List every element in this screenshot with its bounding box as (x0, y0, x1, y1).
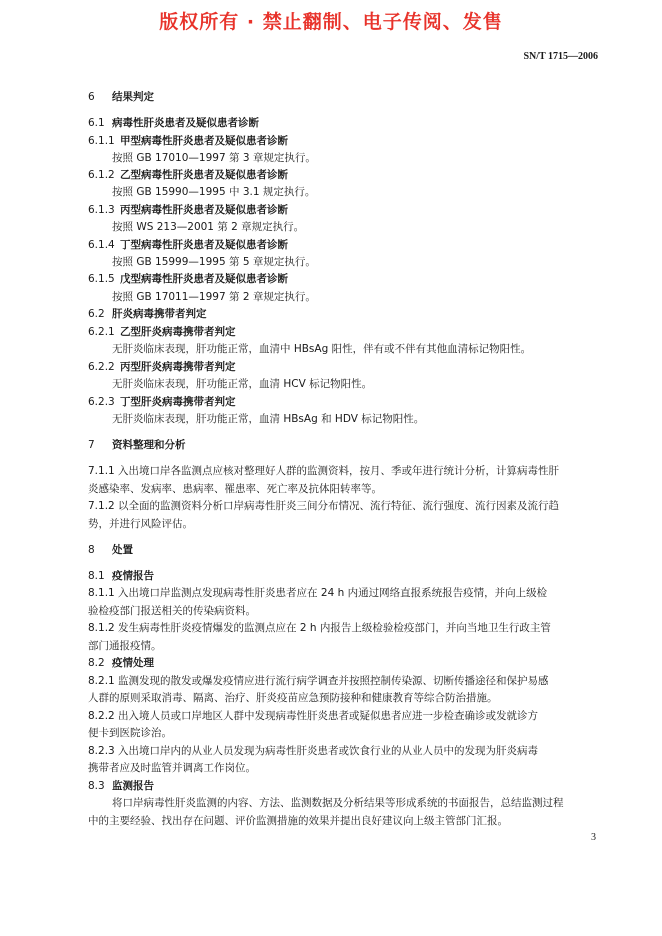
paragraph: 按照 GB 15990—1995 中 3.1 规定执行。 (112, 186, 316, 198)
section-heading: 6.1 病毒性肝炎患者及疑似患者诊断 (88, 117, 259, 129)
subsection-heading: 6.2.3 丁型肝炎病毒携带者判定 (88, 396, 236, 408)
subsection-heading: 6.1.1 甲型病毒性肝炎患者及疑似患者诊断 (88, 135, 288, 147)
paragraph: 人群的原则采取消毒、隔离、治疗、肝炎疫苗应急预防接种和健康教育等综合防治措施。 (88, 692, 498, 704)
paragraph: 8.2.3 入出境口岸内的从业人员发现为病毒性肝炎患者或饮食行业的从业人员中的发现为肝炎病毒 (88, 745, 539, 757)
paragraph: 按照 WS 213—2001 第 2 章规定执行。 (112, 221, 305, 233)
section-heading: 7 资料整理和分析 (88, 439, 186, 451)
section-heading: 6 结果判定 (88, 91, 154, 103)
paragraph: 炎感染率、发病率、患病率、罹患率、死亡率及抗体阳转率等。 (88, 483, 382, 495)
standard-code: SN/T 1715—2006 (523, 51, 598, 62)
section-heading: 8 处置 (88, 544, 133, 556)
section-heading: 8.2 疫情处理 (88, 657, 154, 669)
section-heading: 8.1 疫情报告 (88, 570, 154, 582)
copyright-banner: 版权所有 · 禁止翻制、电子传阅、发售 (159, 11, 503, 33)
paragraph: 无肝炎临床表现，肝功能正常，血清 HBsAg 和 HDV 标记物阳性。 (112, 413, 425, 425)
paragraph: 8.2.2 出入境人员或口岸地区人群中发现病毒性肝炎患者或疑似患者应进一步检查确诊或发就诊方 (88, 710, 539, 722)
subsection-heading: 6.1.3 丙型病毒性肝炎患者及疑似患者诊断 (88, 204, 288, 216)
paragraph: 7.1.1 入出境口岸各监测点应核对整理好人群的监测资料，按月、季或年进行统计分析，计算病毒性肝 (88, 465, 560, 477)
page-number: 3 (591, 832, 596, 843)
paragraph: 8.2.1 监测发现的散发或爆发疫情应进行流行病学调查并按照控制传染源、切断传播途径和保护易感 (88, 675, 549, 687)
paragraph: 按照 GB 17011—1997 第 2 章规定执行。 (112, 291, 316, 303)
paragraph: 按照 GB 17010—1997 第 3 章规定执行。 (112, 152, 316, 164)
paragraph: 8.1.1 入出境口岸监测点发现病毒性肝炎患者应在 24 h 内通过网络直报系统报告疫情，并向上级检 (88, 587, 548, 599)
paragraph: 按照 GB 15999—1995 第 5 章规定执行。 (112, 256, 316, 268)
paragraph: 中的主要经验、找出存在问题、评价监测措施的效果并提出良好建议向上级主管部门汇报。 (88, 815, 508, 827)
section-heading: 8.3 监测报告 (88, 780, 154, 792)
paragraph: 携带者应及时监管并调离工作岗位。 (88, 762, 256, 774)
subsection-heading: 6.1.5 戊型病毒性肝炎患者及疑似患者诊断 (88, 273, 288, 285)
section-heading: 6.2 肝炎病毒携带者判定 (88, 308, 207, 320)
paragraph: 部门通报疫情。 (88, 640, 162, 652)
subsection-heading: 6.2.2 丙型肝炎病毒携带者判定 (88, 361, 236, 373)
paragraph: 无肝炎临床表现，肝功能正常，血清中 HBsAg 阳性，伴有或不伴有其他血清标记物阳性。 (112, 343, 532, 355)
paragraph: 无肝炎临床表现，肝功能正常，血清 HCV 标记物阳性。 (112, 378, 373, 390)
paragraph: 7.1.2 以全面的监测资料分析口岸病毒性肝炎三间分布情况、流行特征、流行强度、流行因素及流行趋 (88, 500, 560, 512)
paragraph: 验检疫部门报送相关的传染病资料。 (88, 605, 256, 617)
paragraph: 8.1.2 发生病毒性肝炎疫情爆发的监测点应在 2 h 内报告上级检验检疫部门，并向当地卫生行政主管 (88, 622, 551, 634)
subsection-heading: 6.1.4 丁型病毒性肝炎患者及疑似患者诊断 (88, 239, 288, 251)
subsection-heading: 6.2.1 乙型肝炎病毒携带者判定 (88, 326, 236, 338)
paragraph: 便卡到医院诊治。 (88, 727, 172, 739)
paragraph: 将口岸病毒性肝炎监测的内容、方法、监测数据及分析结果等形成系统的书面报告，总结监测过程 (112, 797, 564, 809)
subsection-heading: 6.1.2 乙型病毒性肝炎患者及疑似患者诊断 (88, 169, 288, 181)
paragraph: 势，并进行风险评估。 (88, 518, 193, 530)
